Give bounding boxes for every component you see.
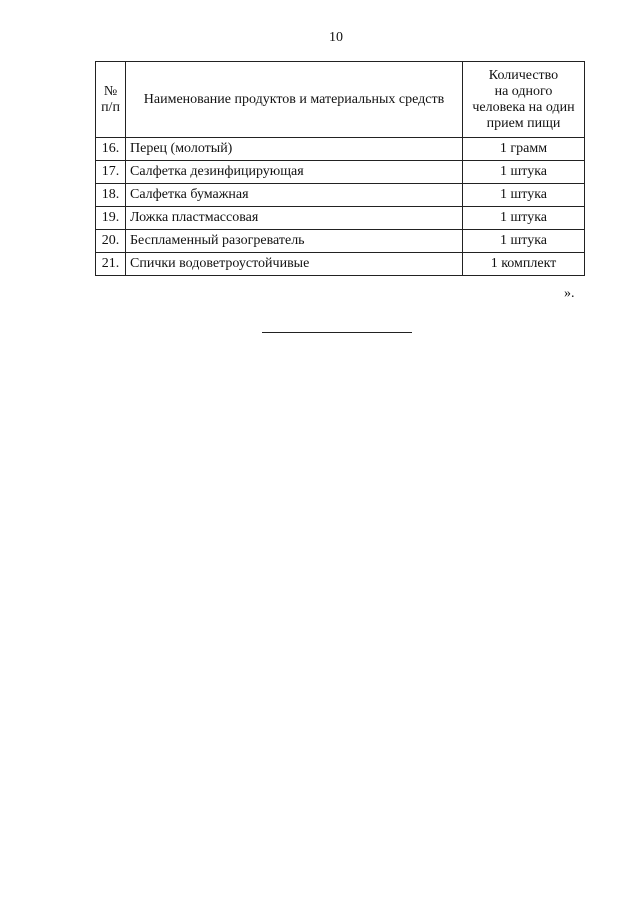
table-row [96, 161, 585, 184]
row-name: Спички водоветроустойчивые [126, 253, 463, 276]
divider-line [262, 332, 412, 333]
row-number: 16. [96, 138, 126, 161]
row-quantity: 1 штука [463, 184, 585, 207]
table-row [96, 184, 585, 207]
row-quantity: 1 штука [463, 207, 585, 230]
row-quantity: 1 штука [463, 161, 585, 184]
table-row [96, 253, 585, 276]
header-name: Наименование продуктов и материальных средств [126, 62, 463, 138]
products-table [95, 61, 585, 276]
header-number-line: № [103, 83, 118, 99]
table-header-row [96, 62, 585, 138]
page-number: 10 [329, 30, 343, 45]
table-row [96, 230, 585, 253]
header-quantity-line: прием пищи [486, 115, 561, 131]
row-quantity: 1 грамм [463, 138, 585, 161]
row-quantity: 1 комплект [463, 253, 585, 276]
header-quantity-line: человека на один [472, 99, 575, 115]
row-name: Салфетка бумажная [126, 184, 463, 207]
header-quantity [463, 62, 585, 138]
header-quantity-line: Количество [488, 67, 559, 83]
table-row [96, 207, 585, 230]
row-name: Ложка пластмассовая [126, 207, 463, 230]
header-number [96, 62, 126, 138]
row-name: Салфетка дезинфицирующая [126, 161, 463, 184]
row-quantity: 1 штука [463, 230, 585, 253]
row-number: 18. [96, 184, 126, 207]
header-quantity-line: на одного [494, 83, 553, 99]
closing-quote-mark: ». [564, 286, 575, 301]
row-name: Перец (молотый) [126, 138, 463, 161]
row-number: 17. [96, 161, 126, 184]
row-number: 21. [96, 253, 126, 276]
row-number: 20. [96, 230, 126, 253]
row-name: Беспламенный разогреватель [126, 230, 463, 253]
table-row [96, 138, 585, 161]
row-number: 19. [96, 207, 126, 230]
header-number-line: п/п [101, 99, 120, 115]
